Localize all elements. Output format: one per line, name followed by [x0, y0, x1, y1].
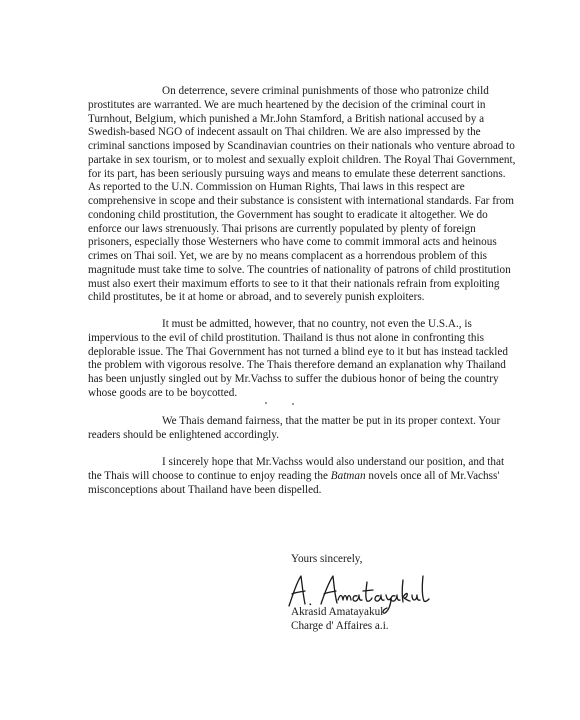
- paragraph-deterrence-text: On deterrence, severe criminal punishments of those who patronize child prostitutes are warranted. We are much heartened by the decision of the criminal court in Turnhout, Belgium, which punished a Mr.John Stamford, a British national accused by a Swedish-based NGO of indecent assault on Thai children. We are also impressed by the criminal sanctions imposed by Scandinavian countries on their nationals who venture abroad to partake in sex tourism, or to molest and sexually exploit children. The Royal Thai Government, for its part, has been seriously pursuing ways and means to emulate these deterrent sanctions. As reported to the U.N. Commission on Human Rights, Thai laws in this respect are comprehensive in scope and their substance is consistent with international standards. Far from condoning child prostitution, the Government has sought to eradicate it altogether. We do enforce our laws strenuously. Thai prisons are currently populated by plenty of foreign prisoners, especially those Westerners who have come to commit immoral acts and heinous crimes on Thai soil. Yet, we are by no means complacent as a horrendous problem of this magnitude must take time to solve. The countries of nationality of patrons of child prostitution must also exert their maximum efforts to see to it that their nationals refrain from exploiting child prostitutes, be it at home or abroad, and to severely punish exploiters.: [88, 85, 516, 304]
- scan-speck: [265, 402, 267, 404]
- scan-speck: [292, 403, 294, 405]
- closing-salutation: Yours sincerely,: [291, 553, 363, 565]
- batman-title: Batman: [330, 469, 366, 482]
- paragraph-hope-text-end: novels once all of Mr.Vachss' misconceptions about Thailand have been dispelled.: [88, 469, 500, 496]
- signer-name: Akrasid Amatayakul: [291, 606, 384, 618]
- paragraph-deterrence: [88, 85, 520, 305]
- paragraph-fairness-text: We Thais demand fairness, that the matter be put in its proper context. Your readers should be enlightened accordingly.: [88, 415, 501, 441]
- paragraph-fairness: [88, 415, 520, 443]
- paragraph-hope-text-start: I sincerely hope that Mr.Vachss would also understand our position, and that the Thais will choose to continue to enjoy reading the: [88, 456, 505, 482]
- paragraph-admission-text: It must be admitted, however, that no country, not even the U.S.A., is impervious to the evil of child prostitution. Thailand is thus not alone in confronting this deplorable issue. The Thai Government has not turned a blind eye to it but has instead tackled the problem with vigorous resolve. The Thais therefore demand an explanation why Thailand has been unjustly singled out by Mr.Vachss to suffer the dubious honor of being the country whose goods are to be boycotted.: [88, 318, 508, 399]
- paragraph-hope: [88, 456, 520, 497]
- paragraph-admission: [88, 318, 520, 401]
- signer-title: Charge d' Affaires a.i.: [291, 620, 389, 632]
